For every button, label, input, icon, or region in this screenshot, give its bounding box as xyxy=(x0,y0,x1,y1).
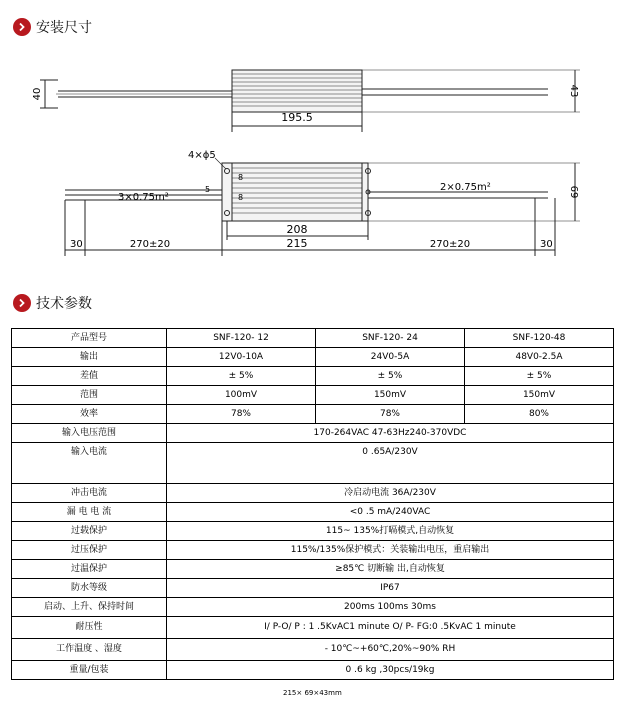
cell-value: 115%/135%保护模式：关装输出电压，重启输出 xyxy=(167,541,614,560)
table-row xyxy=(12,522,614,541)
lead-left-label: 270±20 xyxy=(129,239,171,250)
spec-table xyxy=(11,328,614,680)
cell-value: 0 .6 kg ,30pcs/19kg xyxy=(167,661,614,680)
strip-right-label: 30 xyxy=(540,239,553,250)
cell-value: 78% xyxy=(316,405,465,424)
table-row xyxy=(12,503,614,522)
spec-section-header xyxy=(13,292,92,314)
row-label-text: 输入电流 xyxy=(70,447,107,457)
wire-left-label: 3×0.75m² xyxy=(118,192,169,203)
table-row xyxy=(12,541,614,560)
table-row xyxy=(12,661,614,680)
row-label: 输出 xyxy=(12,348,167,367)
cell-value: SNF-120-48 xyxy=(465,329,614,348)
dim-8a-label: 8 xyxy=(238,173,244,182)
height-69-label: 69 xyxy=(568,185,579,199)
cell-value: 24V0-5A xyxy=(316,348,465,367)
cell-value: 48V0-2.5A xyxy=(465,348,614,367)
table-row xyxy=(12,639,614,661)
row-label: 工作温度 、湿度 xyxy=(12,639,167,661)
dim-8b-label: 8 xyxy=(238,193,244,202)
cell-value: 200ms 100ms 30ms xyxy=(167,598,614,617)
row-label: 输入电压范围 xyxy=(12,424,167,443)
table-row xyxy=(12,560,614,579)
chevron-right-circle-icon xyxy=(13,294,31,312)
table-row xyxy=(12,386,614,405)
row-label: 效率 xyxy=(12,405,167,424)
table-row xyxy=(12,598,614,617)
table-row xyxy=(12,424,614,443)
row-label: 冲击电流 xyxy=(12,484,167,503)
cell-value: - 10℃~+60℃,20%~90% RH xyxy=(167,639,614,661)
table-row xyxy=(12,484,614,503)
cell-value: 100mV xyxy=(167,386,316,405)
cell-value: 150mV xyxy=(316,386,465,405)
table-row xyxy=(12,617,614,639)
row-label: 防水等级 xyxy=(12,579,167,598)
cell-value: 115~ 135%打嗝模式,自动恢复 xyxy=(167,522,614,541)
holes-label: 4×ϕ5 xyxy=(188,150,216,161)
cell-value: 冷启动电流 36A/230V xyxy=(167,484,614,503)
top-view-drawing xyxy=(0,0,625,300)
mount-length-label: 208 xyxy=(286,223,308,236)
cell-value xyxy=(167,443,614,484)
body-length-label: 215 xyxy=(286,237,308,250)
row-label: 重量/包装 xyxy=(12,661,167,680)
table-row xyxy=(12,348,614,367)
cell-value: ± 5% xyxy=(316,367,465,386)
row-label: 差值 xyxy=(12,367,167,386)
row-label: 产品型号 xyxy=(12,329,167,348)
cell-value: SNF-120- 24 xyxy=(316,329,465,348)
cell-value: 170-264VAC 47-63Hz240-370VDC xyxy=(167,424,614,443)
cell-value: ± 5% xyxy=(465,367,614,386)
install-section-title: 安装尺寸 xyxy=(36,20,92,36)
top-height-left-label: 40 xyxy=(32,87,43,101)
wire-right-label: 2×0.75m² xyxy=(440,182,491,193)
top-length-label: 195.5 xyxy=(281,111,313,124)
cell-value: 80% xyxy=(465,405,614,424)
cell-value-text: 0 .65A/230V xyxy=(362,447,418,457)
table-row xyxy=(12,405,614,424)
cell-value: <0 .5 mA/240VAC xyxy=(167,503,614,522)
cell-value: IP67 xyxy=(167,579,614,598)
strip-left-label: 30 xyxy=(70,239,83,250)
row-label: 漏 电 电 流 xyxy=(12,503,167,522)
cell-value: 12V0-10A xyxy=(167,348,316,367)
row-label: 过温保护 xyxy=(12,560,167,579)
row-label: 启动、上升、保持时间 xyxy=(12,598,167,617)
cell-value: ± 5% xyxy=(167,367,316,386)
cell-value: I/ P-O/ P : 1 .5KvAC1 minute O/ P- FG:0 .5KvAC 1 minute xyxy=(167,617,614,639)
dimensions-footnote: 215× 69×43mm xyxy=(283,689,342,697)
row-label: 过压保护 xyxy=(12,541,167,560)
top-height-right-label: 43 xyxy=(568,84,579,98)
cell-value: SNF-120- 12 xyxy=(167,329,316,348)
row-label xyxy=(12,443,167,484)
cell-value: 150mV xyxy=(465,386,614,405)
row-label: 范围 xyxy=(12,386,167,405)
table-row xyxy=(12,579,614,598)
lead-right-label: 270±20 xyxy=(429,239,471,250)
dim-5-label: 5 xyxy=(205,185,211,194)
row-label: 耐压性 xyxy=(12,617,167,639)
row-label: 过载保护 xyxy=(12,522,167,541)
cell-value: ≥85℃ 切断输 出,自动恢复 xyxy=(167,560,614,579)
cell-value: 78% xyxy=(167,405,316,424)
spec-section-title: 技术参数 xyxy=(36,296,92,312)
table-row xyxy=(12,367,614,386)
table-row xyxy=(12,329,614,348)
table-row xyxy=(12,443,614,484)
